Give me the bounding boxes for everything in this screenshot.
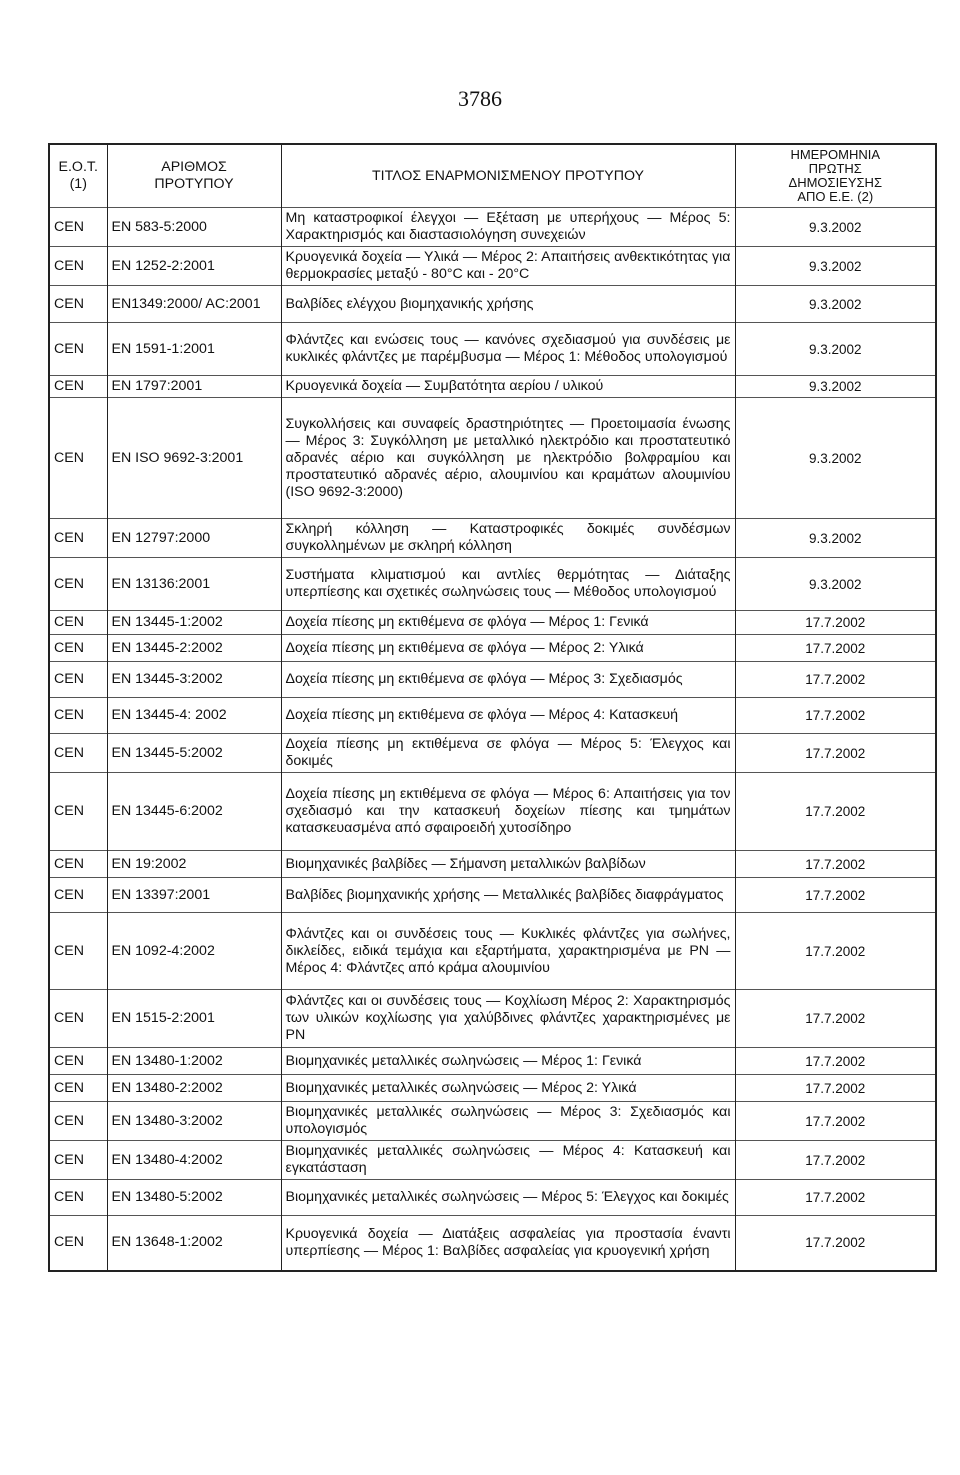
cell-standard-title: Δοχεία πίεσης μη εκτιθέμενα σε φλόγα — Μέρος 5: Έλεγχος και δοκιμές [281, 734, 735, 773]
cell-standard-number: EN 13445-1:2002 [107, 611, 281, 635]
cell-standard-title: Κρυογενικά δοχεία — Υλικά — Μέρος 2: Απαιτήσεις ανθεκτικότητας για θερμοκρασίες μεταξύ - 80°C και - 20°C [281, 247, 735, 286]
cell-publication-date: 9.3.2002 [735, 208, 936, 247]
table-row [49, 1216, 936, 1271]
cell-standard-title: Δοχεία πίεσης μη εκτιθέμενα σε φλόγα — Μέρος 4: Κατασκευή [281, 698, 735, 734]
cell-publication-date: 9.3.2002 [735, 286, 936, 323]
cell-standard-number: EN ISO 9692-3:2001 [107, 398, 281, 519]
cell-standard-number: EN 12797:2000 [107, 519, 281, 558]
cell-standard-title: Βιομηχανικές μεταλλικές σωληνώσεις — Μέρος 2: Υλικά [281, 1075, 735, 1102]
cell-standard-title: Φλάντζες και οι συνδέσεις τους — Κυκλικές φλάντζες για σωλήνες, δικλείδες, ειδικά τεμάχια και εξαρτήματα, χαρακτηρισμένα με PN — Μέρος 4: Φλάντζες από κράμα αλουμινίου [281, 913, 735, 990]
table-row [49, 519, 936, 558]
table-row [49, 698, 936, 734]
table-row [49, 558, 936, 611]
cell-publication-date: 9.3.2002 [735, 558, 936, 611]
header-date-line3: ΔΗΜΟΣΙΕΥΣΗΣ [788, 175, 882, 190]
cell-publication-date: 17.7.2002 [735, 734, 936, 773]
cell-standard-title: Βαλβίδες ελέγχου βιομηχανικής χρήσης [281, 286, 735, 323]
table-row [49, 247, 936, 286]
cell-publication-date: 9.3.2002 [735, 247, 936, 286]
cell-standard-title: Συστήματα κλιματισμού και αντλίες θερμότητας — Διάταξης υπερπίεσης και σχετικές σωληνώσεις τους — Μέθοδος υπολογισμού [281, 558, 735, 611]
header-number-line2: ΠΡΟΤΥΠΟΥ [154, 176, 234, 192]
cell-publication-date: 17.7.2002 [735, 1180, 936, 1216]
cell-standard-number: EN 1515-2:2001 [107, 990, 281, 1048]
cell-standard-number: EN 13480-3:2002 [107, 1102, 281, 1141]
cell-publication-date: 9.3.2002 [735, 323, 936, 376]
cell-standard-title: Δοχεία πίεσης μη εκτιθέμενα σε φλόγα — Μέρος 3: Σχεδιασμός [281, 662, 735, 698]
table-row [49, 323, 936, 376]
header-date-line1: ΗΜΕΡΟΜΗΝΙΑ [790, 147, 881, 162]
cell-organization: CEN [49, 1102, 107, 1141]
cell-organization: CEN [49, 1048, 107, 1075]
table-row [49, 878, 936, 913]
cell-standard-number: EN 13397:2001 [107, 878, 281, 913]
cell-standard-title: Σκληρή κόλληση — Καταστροφικές δοκιμές συνδέσμων συγκολλημένων με σκληρή κόλληση [281, 519, 735, 558]
cell-publication-date: 17.7.2002 [735, 1102, 936, 1141]
cell-publication-date: 17.7.2002 [735, 878, 936, 913]
table-body [49, 208, 936, 1271]
cell-publication-date: 17.7.2002 [735, 1141, 936, 1180]
cell-standard-title: Κρυογενικά δοχεία — Συμβατότητα αερίου / υλικού [281, 376, 735, 398]
cell-standard-number: EN 1252-2:2001 [107, 247, 281, 286]
table-row [49, 376, 936, 398]
cell-organization: CEN [49, 1216, 107, 1271]
cell-standard-title: Βαλβίδες βιομηχανικής χρήσης — Μεταλλικές βαλβίδες διαφράγματος [281, 878, 735, 913]
cell-standard-number: EN 13136:2001 [107, 558, 281, 611]
cell-publication-date: 17.7.2002 [735, 635, 936, 662]
cell-publication-date: 17.7.2002 [735, 1048, 936, 1075]
table-row [49, 398, 936, 519]
header-number-line1: ΑΡΙΘΜΟΣ [161, 159, 227, 175]
cell-standard-title: Δοχεία πίεσης μη εκτιθέμενα σε φλόγα — Μέρος 1: Γενικά [281, 611, 735, 635]
cell-organization: CEN [49, 990, 107, 1048]
cell-organization: CEN [49, 247, 107, 286]
cell-organization: CEN [49, 558, 107, 611]
cell-standard-title: Βιομηχανικές μεταλλικές σωληνώσεις — Μέρος 5: Έλεγχος και δοκιμές [281, 1180, 735, 1216]
cell-organization: CEN [49, 519, 107, 558]
cell-organization: CEN [49, 635, 107, 662]
cell-organization: CEN [49, 611, 107, 635]
table-row [49, 1141, 936, 1180]
cell-standard-title: Κρυογενικά δοχεία — Διατάξεις ασφαλείας για προστασία έναντι υπερπίεσης — Μέρος 1: Βαλβίδες ασφαλείας για κρυογενική χρήση [281, 1216, 735, 1271]
cell-standard-title: Δοχεία πίεσης μη εκτιθέμενα σε φλόγα — Μέρος 6: Απαιτήσεις για τον σχεδιασμό και την κατασκευή δοχείων πίεσης και τμημάτων κατασκευασμένα από σφαιροειδή χυτοσίδηρο [281, 773, 735, 851]
table-row [49, 208, 936, 247]
cell-organization: CEN [49, 323, 107, 376]
cell-organization: CEN [49, 1075, 107, 1102]
cell-organization: CEN [49, 662, 107, 698]
table-row [49, 913, 936, 990]
cell-standard-title: Βιομηχανικές μεταλλικές σωληνώσεις — Μέρος 4: Κατασκευή και εγκατάσταση [281, 1141, 735, 1180]
cell-standard-number: EN 13445-3:2002 [107, 662, 281, 698]
cell-standard-number: EN 13480-2:2002 [107, 1075, 281, 1102]
header-date-line2: ΠΡΩΤΗΣ [808, 161, 862, 176]
table-header [49, 144, 936, 208]
cell-publication-date: 17.7.2002 [735, 698, 936, 734]
cell-standard-title: Συγκολλήσεις και συναφείς δραστηριότητες — Προετοιμασία ένωσης — Μέρος 3: Συγκόλληση με μεταλλικό ηλεκτρόδιο και προστατευτικό αδρανές αέριο και συγκόλληση με ηλεκτρόδιο βολφραμίου και προστατευτικό αδρανές αέριο, αλουμινίου και κραμάτων αλουμινίου (ISO 9692-3:2000) [281, 398, 735, 519]
cell-organization: CEN [49, 913, 107, 990]
cell-standard-number: EN 1797:2001 [107, 376, 281, 398]
cell-organization: CEN [49, 851, 107, 878]
table-row [49, 773, 936, 851]
cell-organization: CEN [49, 398, 107, 519]
cell-organization: CEN [49, 208, 107, 247]
cell-standard-number: EN 19:2002 [107, 851, 281, 878]
cell-publication-date: 17.7.2002 [735, 1216, 936, 1271]
header-eot-line2: (1) [69, 176, 87, 192]
header-date-line4: ΑΠΟ Ε.Ε. (2) [797, 189, 874, 204]
cell-publication-date: 17.7.2002 [735, 1075, 936, 1102]
cell-organization: CEN [49, 878, 107, 913]
table-row [49, 1180, 936, 1216]
cell-standard-number: EN 13480-1:2002 [107, 1048, 281, 1075]
table-row [49, 286, 936, 323]
table-row [49, 851, 936, 878]
table-row [49, 1102, 936, 1141]
cell-standard-title: Φλάντζες και ενώσεις τους — κανόνες σχεδιασμού για συνδέσεις με κυκλικές φλάντζες με παρέμβυσμα — Μέρος 1: Μέθοδος υπολογισμού [281, 323, 735, 376]
cell-publication-date: 17.7.2002 [735, 990, 936, 1048]
cell-standard-number: EN 13445-4: 2002 [107, 698, 281, 734]
table-row [49, 1075, 936, 1102]
header-title: ΤΙΤΛΟΣ ΕΝΑΡΜΟΝΙΣΜΕΝΟΥ ΠΡΟΤΥΠΟΥ [281, 144, 735, 208]
header-eot [49, 144, 107, 208]
cell-publication-date: 9.3.2002 [735, 398, 936, 519]
page-number: 3786 [458, 86, 502, 111]
cell-standard-title: Βιομηχανικές μεταλλικές σωληνώσεις — Μέρος 3: Σχεδιασμός και υπολογισμός [281, 1102, 735, 1141]
cell-organization: CEN [49, 286, 107, 323]
cell-standard-title: Βιομηχανικές μεταλλικές σωληνώσεις — Μέρος 1: Γενικά [281, 1048, 735, 1075]
cell-standard-number: EN 13445-2:2002 [107, 635, 281, 662]
cell-standard-number: EN 13445-6:2002 [107, 773, 281, 851]
cell-organization: CEN [49, 1180, 107, 1216]
table-row [49, 635, 936, 662]
harmonized-standards-table [48, 143, 937, 1272]
cell-publication-date: 9.3.2002 [735, 519, 936, 558]
header-standard-number [107, 144, 281, 208]
table-row [49, 662, 936, 698]
table-row [49, 611, 936, 635]
cell-standard-number: EN 583-5:2000 [107, 208, 281, 247]
cell-publication-date: 17.7.2002 [735, 662, 936, 698]
cell-standard-number: EN1349:2000/ AC:2001 [107, 286, 281, 323]
cell-standard-number: EN 13648-1:2002 [107, 1216, 281, 1271]
header-publication-date [735, 144, 936, 208]
cell-organization: CEN [49, 376, 107, 398]
table-row [49, 734, 936, 773]
header-eot-line1: Ε.Ο.Τ. [58, 159, 98, 175]
cell-organization: CEN [49, 1141, 107, 1180]
cell-publication-date: 17.7.2002 [735, 913, 936, 990]
cell-standard-number: EN 13480-5:2002 [107, 1180, 281, 1216]
cell-publication-date: 17.7.2002 [735, 773, 936, 851]
cell-standard-title: Μη καταστροφικοί έλεγχοι — Εξέταση με υπερήχους — Μέρος 5: Χαρακτηρισμός και διαστασιολόγηση συνεχειών [281, 208, 735, 247]
cell-publication-date: 17.7.2002 [735, 611, 936, 635]
cell-organization: CEN [49, 734, 107, 773]
cell-organization: CEN [49, 698, 107, 734]
cell-standard-title: Βιομηχανικές βαλβίδες — Σήμανση μεταλλικών βαλβίδων [281, 851, 735, 878]
cell-standard-title: Φλάντζες και οι συνδέσεις τους — Κοχλίωση Μέρος 2: Χαρακτηρισμός των υλικών κοχλίωσης για χαλύβδινες φλάντζες χαρακτηρισμένες με PN [281, 990, 735, 1048]
cell-standard-number: EN 13480-4:2002 [107, 1141, 281, 1180]
table-row [49, 990, 936, 1048]
cell-standard-number: EN 1092-4:2002 [107, 913, 281, 990]
cell-publication-date: 17.7.2002 [735, 851, 936, 878]
cell-publication-date: 9.3.2002 [735, 376, 936, 398]
cell-standard-number: EN 13445-5:2002 [107, 734, 281, 773]
cell-standard-number: EN 1591-1:2001 [107, 323, 281, 376]
table-row [49, 1048, 936, 1075]
cell-organization: CEN [49, 773, 107, 851]
cell-standard-title: Δοχεία πίεσης μη εκτιθέμενα σε φλόγα — Μέρος 2: Υλικά [281, 635, 735, 662]
